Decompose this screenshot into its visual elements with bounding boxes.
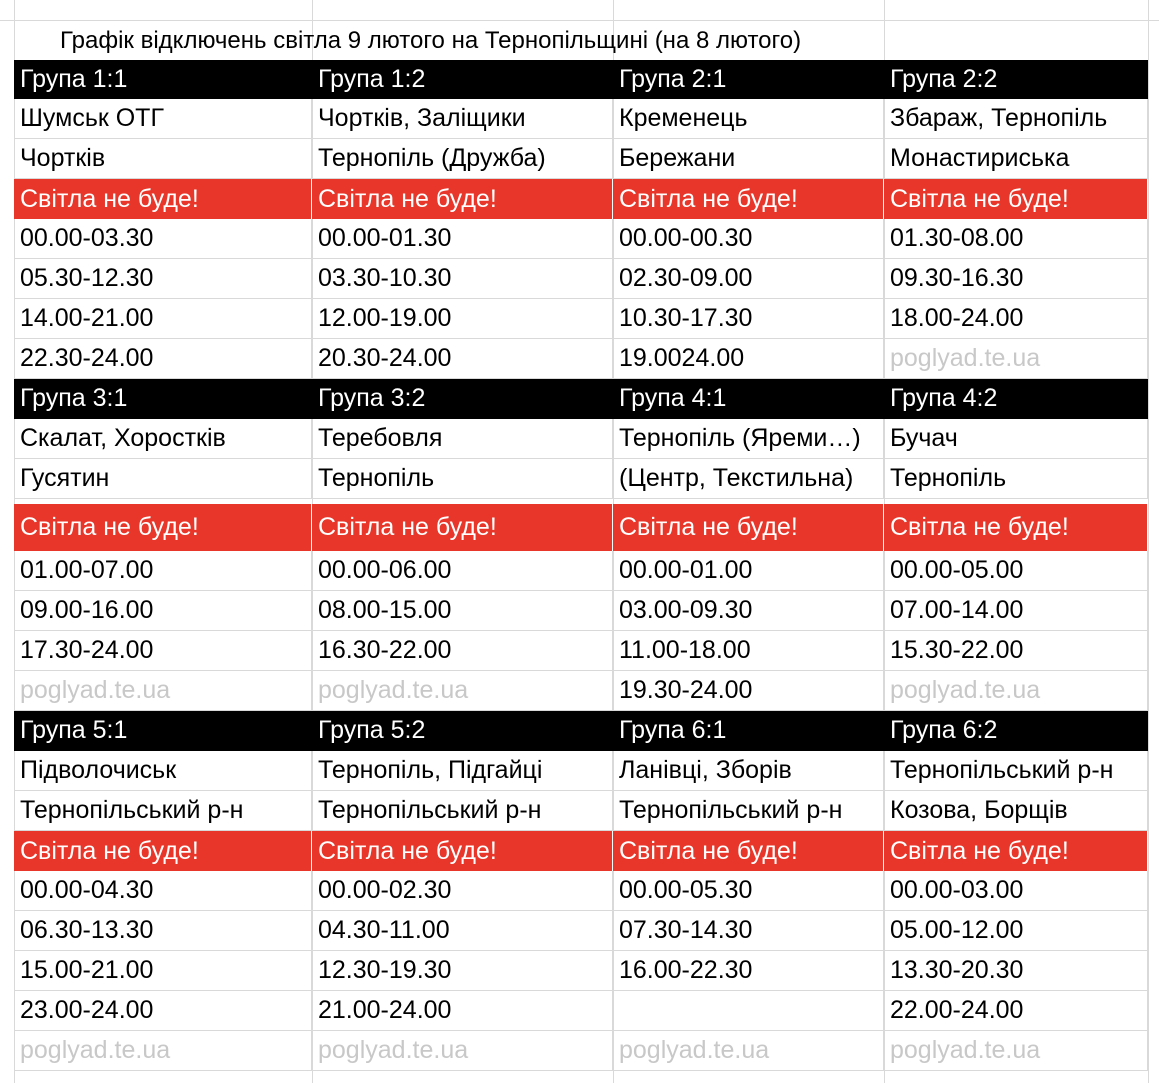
time-cell[interactable]: 07.00-14.00 xyxy=(884,591,1148,631)
place-row xyxy=(14,139,1148,179)
place-cell[interactable]: Гусятин xyxy=(14,459,312,499)
time-cell[interactable]: 01.30-08.00 xyxy=(884,219,1148,259)
time-cell[interactable]: 03.30-10.30 xyxy=(312,259,613,299)
place-cell[interactable]: Бучач xyxy=(884,419,1148,459)
time-cell[interactable]: 22.30-24.00 xyxy=(14,339,312,379)
time-cell[interactable]: 15.00-21.00 xyxy=(14,951,312,991)
alert-cell[interactable]: Світла не буде! xyxy=(312,831,613,871)
place-cell[interactable]: Чортків xyxy=(14,139,312,179)
time-row xyxy=(14,871,1148,911)
alert-cell[interactable]: Світла не буде! xyxy=(613,831,884,871)
place-cell[interactable]: Тернопіль, Підгайці xyxy=(312,751,613,791)
time-cell[interactable]: 05.00-12.00 xyxy=(884,911,1148,951)
place-cell[interactable]: Теребовля xyxy=(312,419,613,459)
place-cell[interactable]: Тернопільський р-н xyxy=(884,751,1148,791)
watermark-cell[interactable]: poglyad.te.ua xyxy=(14,1031,312,1071)
time-cell[interactable] xyxy=(613,991,884,1031)
time-row xyxy=(14,259,1148,299)
alert-row xyxy=(14,179,1148,219)
time-cell[interactable]: 00.00-03.30 xyxy=(14,219,312,259)
group-label[interactable]: Група 4:1 xyxy=(613,379,884,419)
time-cell[interactable]: 05.30-12.30 xyxy=(14,259,312,299)
time-row xyxy=(14,591,1148,631)
time-cell[interactable]: 00.00-01.30 xyxy=(312,219,613,259)
place-cell[interactable]: Ланівці, Зборів xyxy=(613,751,884,791)
place-cell[interactable]: Збараж, Тернопіль xyxy=(884,99,1148,139)
group-label[interactable]: Група 6:2 xyxy=(884,711,1148,751)
group-label[interactable]: Група 3:2 xyxy=(312,379,613,419)
place-cell[interactable]: Тернопіль xyxy=(884,459,1148,499)
time-cell[interactable]: 10.30-17.30 xyxy=(613,299,884,339)
time-cell[interactable]: 00.00-05.30 xyxy=(613,871,884,911)
place-cell[interactable]: Тернопіль xyxy=(312,459,613,499)
time-cell[interactable]: 20.30-24.00 xyxy=(312,339,613,379)
alert-cell[interactable]: Світла не буде! xyxy=(312,179,613,219)
place-cell[interactable]: Монастириська xyxy=(884,139,1148,179)
place-cell[interactable]: Тернопільський р-н xyxy=(14,791,312,831)
group-label[interactable]: Група 5:1 xyxy=(14,711,312,751)
place-cell[interactable]: Шумськ ОТГ xyxy=(14,99,312,139)
group-header-row xyxy=(14,379,1148,419)
time-cell[interactable]: 19.0024.00 xyxy=(613,339,884,379)
alert-row xyxy=(14,504,1148,551)
place-cell[interactable]: Кременець xyxy=(613,99,884,139)
gridline xyxy=(0,20,1159,21)
group-label[interactable]: Група 6:1 xyxy=(613,711,884,751)
time-cell[interactable]: 09.00-16.00 xyxy=(14,591,312,631)
place-cell[interactable]: Тернопіль (Дружба) xyxy=(312,139,613,179)
time-row xyxy=(14,551,1148,591)
group-label[interactable]: Група 1:2 xyxy=(312,60,613,99)
place-cell[interactable]: Підволочиськ xyxy=(14,751,312,791)
time-row xyxy=(14,1031,1148,1071)
time-cell[interactable]: 04.30-11.00 xyxy=(312,911,613,951)
alert-cell[interactable]: Світла не буде! xyxy=(884,179,1148,219)
time-cell[interactable]: 19.30-24.00 xyxy=(613,671,884,711)
place-row xyxy=(14,459,1148,499)
time-cell[interactable]: 08.00-15.00 xyxy=(312,591,613,631)
time-cell[interactable]: 00.00-01.00 xyxy=(613,551,884,591)
time-row xyxy=(14,631,1148,671)
watermark-cell[interactable]: poglyad.te.ua xyxy=(312,1031,613,1071)
time-cell[interactable]: 17.30-24.00 xyxy=(14,631,312,671)
time-cell[interactable]: 12.30-19.30 xyxy=(312,951,613,991)
place-cell[interactable]: Скалат, Хоростків xyxy=(14,419,312,459)
place-row xyxy=(14,791,1148,831)
schedule-title: Графік відключень світла 9 лютого на Тернопільщині (на 8 лютого) xyxy=(60,27,802,54)
gridline xyxy=(1148,0,1149,1083)
time-row xyxy=(14,911,1148,951)
time-cell[interactable]: 23.00-24.00 xyxy=(14,991,312,1031)
time-cell[interactable]: 01.00-07.00 xyxy=(14,551,312,591)
time-cell[interactable]: 12.00-19.00 xyxy=(312,299,613,339)
alert-cell[interactable]: Світла не буде! xyxy=(613,504,884,551)
watermark-cell[interactable]: poglyad.te.ua xyxy=(14,671,312,711)
time-row xyxy=(14,219,1148,259)
time-cell[interactable]: 00.00-04.30 xyxy=(14,871,312,911)
place-row xyxy=(14,419,1148,459)
time-cell[interactable]: 00.00-00.30 xyxy=(613,219,884,259)
place-cell[interactable]: Козова, Борщів xyxy=(884,791,1148,831)
place-cell[interactable]: Тернопільський р-н xyxy=(312,791,613,831)
place-row xyxy=(14,99,1148,139)
place-cell[interactable]: Тернопільський р-н xyxy=(613,791,884,831)
alert-row xyxy=(14,831,1148,871)
time-cell[interactable]: 11.00-18.00 xyxy=(613,631,884,671)
group-label[interactable]: Група 5:2 xyxy=(312,711,613,751)
place-cell[interactable]: Бережани xyxy=(613,139,884,179)
place-cell[interactable]: Чортків, Заліщики xyxy=(312,99,613,139)
group-header-row xyxy=(14,711,1148,751)
group-label[interactable]: Група 3:1 xyxy=(14,379,312,419)
group-header-row xyxy=(14,60,1148,99)
time-cell[interactable]: 22.00-24.00 xyxy=(884,991,1148,1031)
time-cell[interactable]: 18.00-24.00 xyxy=(884,299,1148,339)
time-cell[interactable]: 03.00-09.30 xyxy=(613,591,884,631)
time-cell[interactable]: 00.00-06.00 xyxy=(312,551,613,591)
group-label[interactable]: Група 2:1 xyxy=(613,60,884,99)
time-cell[interactable]: 09.30-16.30 xyxy=(884,259,1148,299)
watermark-cell[interactable]: poglyad.te.ua xyxy=(312,671,613,711)
time-row xyxy=(14,951,1148,991)
time-cell[interactable]: 00.00-05.00 xyxy=(884,551,1148,591)
time-cell[interactable]: 07.30-14.30 xyxy=(613,911,884,951)
time-cell[interactable]: 00.00-03.00 xyxy=(884,871,1148,911)
place-cell[interactable]: (Центр, Текстильна) xyxy=(613,459,884,499)
watermark-cell[interactable]: poglyad.te.ua xyxy=(884,671,1148,711)
alert-cell[interactable]: Світла не буде! xyxy=(884,831,1148,871)
place-cell[interactable]: Тернопіль (Яреми…) xyxy=(613,419,884,459)
time-cell[interactable]: 15.30-22.00 xyxy=(884,631,1148,671)
time-row xyxy=(14,339,1148,379)
watermark-cell[interactable]: poglyad.te.ua xyxy=(884,1031,1148,1071)
alert-cell[interactable]: Світла не буде! xyxy=(14,831,312,871)
time-cell[interactable]: 13.30-20.30 xyxy=(884,951,1148,991)
time-cell[interactable]: 06.30-13.30 xyxy=(14,911,312,951)
time-cell[interactable]: 02.30-09.00 xyxy=(613,259,884,299)
group-label[interactable]: Група 1:1 xyxy=(14,60,312,99)
time-cell[interactable]: 14.00-21.00 xyxy=(14,299,312,339)
watermark-cell[interactable]: poglyad.te.ua xyxy=(884,339,1148,379)
alert-cell[interactable]: Світла не буде! xyxy=(312,504,613,551)
time-row xyxy=(14,671,1148,711)
time-cell[interactable]: 00.00-02.30 xyxy=(312,871,613,911)
time-cell[interactable]: 21.00-24.00 xyxy=(312,991,613,1031)
alert-cell[interactable]: Світла не буде! xyxy=(613,179,884,219)
time-row xyxy=(14,299,1148,339)
alert-cell[interactable]: Світла не буде! xyxy=(884,504,1148,551)
time-row xyxy=(14,991,1148,1031)
alert-cell[interactable]: Світла не буде! xyxy=(14,179,312,219)
place-row xyxy=(14,751,1148,791)
time-cell[interactable]: 16.30-22.00 xyxy=(312,631,613,671)
watermark-cell[interactable]: poglyad.te.ua xyxy=(613,1031,884,1071)
group-label[interactable]: Група 2:2 xyxy=(884,60,1148,99)
time-cell[interactable]: 16.00-22.30 xyxy=(613,951,884,991)
group-label[interactable]: Група 4:2 xyxy=(884,379,1148,419)
alert-cell[interactable]: Світла не буде! xyxy=(14,504,312,551)
